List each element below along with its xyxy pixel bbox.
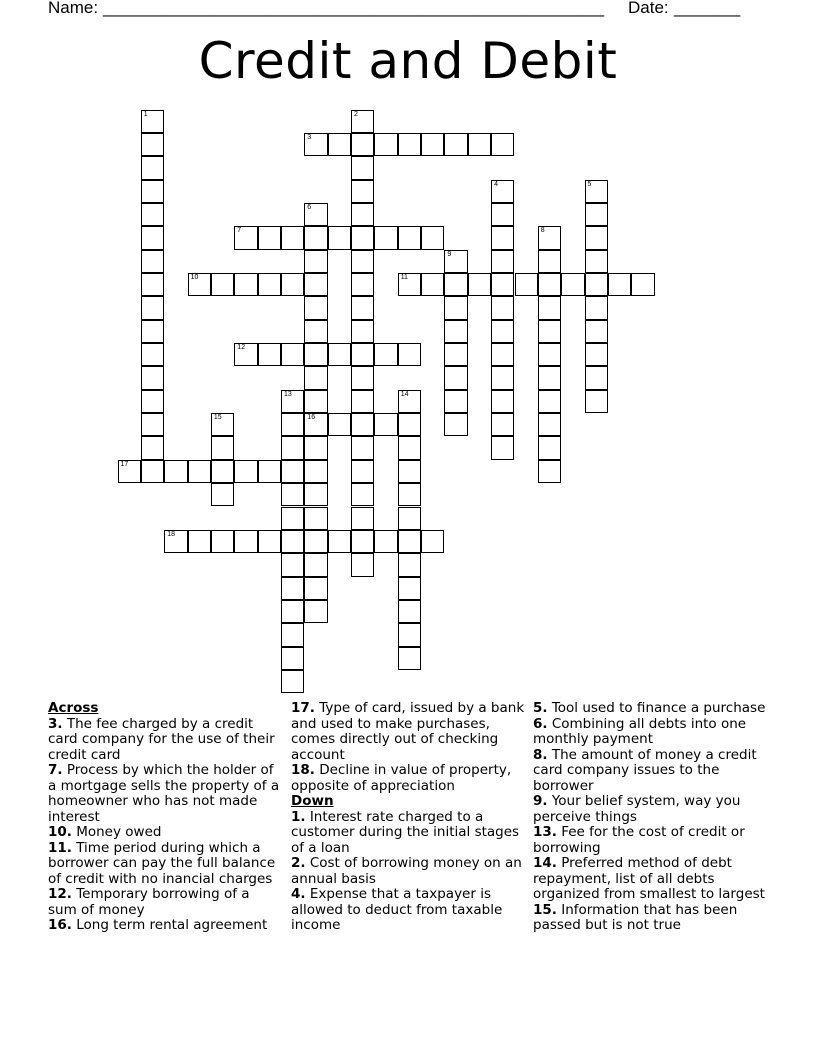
grid-cell[interactable] [491, 436, 514, 459]
grid-cell[interactable] [398, 226, 421, 249]
grid-cell[interactable] [585, 250, 608, 273]
grid-cell[interactable] [398, 343, 421, 366]
down-clue: 9. Your belief system, way you perceive things [533, 793, 741, 825]
grid-cell[interactable] [211, 483, 234, 506]
grid-cell[interactable] [351, 273, 374, 296]
down-clue: 13. Fee for the cost of credit or borrowing [533, 824, 745, 856]
cell-number: 6 [307, 203, 312, 211]
grid-cell[interactable] [491, 390, 514, 413]
grid-cell[interactable] [351, 110, 374, 133]
grid-cell[interactable] [141, 390, 164, 413]
grid-cell[interactable] [141, 343, 164, 366]
grid-cell[interactable] [585, 320, 608, 343]
grid-cell[interactable] [374, 413, 397, 436]
grid-cell[interactable] [398, 600, 421, 623]
grid-cell[interactable] [141, 156, 164, 179]
grid-cell[interactable] [281, 530, 304, 553]
down-clue: 6. Combining all debts into one monthly payment [533, 715, 747, 747]
grid-cell[interactable] [351, 460, 374, 483]
grid-cell[interactable] [234, 530, 257, 553]
grid-cell[interactable] [398, 413, 421, 436]
grid-cell[interactable] [351, 156, 374, 179]
date-label: Date: [628, 0, 669, 17]
across-clue: 16. Long term rental agreement [48, 917, 268, 933]
grid-cell[interactable] [141, 180, 164, 203]
grid-cell[interactable] [188, 530, 211, 553]
cell-number: 2 [354, 110, 358, 118]
grid-cell[interactable] [141, 250, 164, 273]
clues-column-1 [48, 701, 280, 934]
grid-cell[interactable] [304, 530, 327, 553]
grid-cell[interactable] [538, 413, 561, 436]
down-clue: 4. Expense that a taxpayer is allowed to deduct from taxable income [291, 886, 503, 933]
cell-number: 1 [143, 110, 148, 118]
grid-cell[interactable] [538, 250, 561, 273]
grid-cell[interactable] [421, 133, 444, 156]
grid-cell[interactable] [164, 530, 187, 553]
grid-cell[interactable] [281, 343, 304, 366]
grid-cell[interactable] [421, 226, 444, 249]
grid-cell[interactable] [211, 413, 234, 436]
cell-number: 11 [400, 274, 408, 281]
grid-cell[interactable] [444, 366, 467, 389]
grid-cell[interactable] [538, 273, 561, 296]
grid-cell[interactable] [398, 483, 421, 506]
grid-cell[interactable] [468, 273, 491, 296]
grid-cell[interactable] [351, 413, 374, 436]
grid-cell[interactable] [491, 203, 514, 226]
grid-cell[interactable] [374, 133, 397, 156]
grid-cell[interactable] [234, 273, 257, 296]
grid-cell[interactable] [351, 530, 374, 553]
grid-cell[interactable] [538, 343, 561, 366]
grid-cell[interactable] [304, 483, 327, 506]
grid-cell[interactable] [281, 600, 304, 623]
grid-cell[interactable] [281, 390, 304, 413]
grid-cell[interactable] [351, 133, 374, 156]
grid-cell[interactable] [491, 320, 514, 343]
grid-cell[interactable] [398, 460, 421, 483]
grid-cell[interactable] [444, 390, 467, 413]
grid-cell[interactable] [585, 366, 608, 389]
across-clue: 18. Decline in value of property, opposite of appreciation [291, 762, 512, 794]
grid-cell[interactable] [211, 273, 234, 296]
across-clue: 10. Money owed [48, 824, 162, 840]
cell-number: 7 [237, 227, 242, 235]
across-clue: 3. The fee charged by a credit card company for the use of their credit card [48, 715, 275, 763]
grid-cell[interactable] [304, 366, 327, 389]
grid-cell[interactable] [538, 366, 561, 389]
down-clue: 14. Preferred method of debt repayment, list of all debts organized from smallest to largest [533, 855, 765, 902]
grid-cell[interactable] [281, 460, 304, 483]
grid-cell[interactable] [444, 320, 467, 343]
grid-cell[interactable] [304, 436, 327, 459]
grid-cell[interactable] [281, 413, 304, 436]
grid-cell[interactable] [118, 460, 141, 483]
grid-cell[interactable] [538, 390, 561, 413]
grid-cell[interactable] [374, 343, 397, 366]
grid-cell[interactable] [304, 553, 327, 576]
down-clue: 5. Tool used to finance a purchase [533, 700, 766, 716]
across-heading: Across [48, 700, 99, 716]
across-clue: 7. Process by which the holder of a mortgage sells the property of a homeowner who has not made interest [48, 762, 280, 825]
grid-cell[interactable] [515, 273, 538, 296]
cell-number: 15 [213, 414, 222, 422]
grid-cell[interactable] [281, 670, 304, 693]
grid-cell[interactable] [281, 483, 304, 506]
grid-cell[interactable] [398, 436, 421, 459]
grid-cell[interactable] [351, 436, 374, 459]
grid-cell[interactable] [444, 133, 467, 156]
grid-cell[interactable] [281, 273, 304, 296]
grid-cell[interactable] [398, 273, 421, 296]
grid-cell[interactable] [188, 460, 211, 483]
grid-cell[interactable] [491, 273, 514, 296]
down-clue: 15. Information that has been passed but is not true [533, 901, 738, 933]
grid-cell[interactable] [608, 273, 631, 296]
cell-number: 5 [587, 180, 592, 188]
grid-cell[interactable] [281, 647, 304, 670]
grid-cell[interactable] [281, 436, 304, 459]
grid-cell[interactable] [304, 390, 327, 413]
cell-number: 9 [447, 250, 452, 258]
grid-cell[interactable] [281, 553, 304, 576]
grid-cell[interactable] [304, 226, 327, 249]
grid-cell[interactable] [304, 320, 327, 343]
grid-cell[interactable] [538, 436, 561, 459]
date-line[interactable]: _______ [674, 0, 741, 17]
grid-cell[interactable] [374, 226, 397, 249]
grid-cell[interactable] [491, 366, 514, 389]
grid-cell[interactable] [258, 343, 281, 366]
grid-cell[interactable] [444, 250, 467, 273]
grid-cell[interactable] [281, 226, 304, 249]
grid-cell[interactable] [491, 413, 514, 436]
grid-cell[interactable] [304, 250, 327, 273]
grid-cell[interactable] [398, 530, 421, 553]
name-label: Name: [48, 0, 99, 17]
cell-number: 18 [167, 530, 175, 538]
grid-cell[interactable] [304, 460, 327, 483]
grid-cell[interactable] [351, 296, 374, 319]
grid-cell[interactable] [304, 133, 327, 156]
grid-cell[interactable] [304, 296, 327, 319]
grid-cell[interactable] [468, 133, 491, 156]
grid-cell[interactable] [141, 273, 164, 296]
down-heading: Down [291, 793, 334, 809]
grid-cell[interactable] [444, 413, 467, 436]
grid-cell[interactable] [211, 460, 234, 483]
grid-cell[interactable] [258, 460, 281, 483]
grid-cell[interactable] [398, 133, 421, 156]
grid-cell[interactable] [141, 110, 164, 133]
across-clue: 17. Type of card, issued by a bank and used to make purchases, comes directly out of checking account [291, 700, 525, 763]
grid-cell[interactable] [141, 296, 164, 319]
grid-cell[interactable] [234, 343, 257, 366]
grid-cell[interactable] [328, 343, 351, 366]
grid-cell[interactable] [328, 413, 351, 436]
grid-cell[interactable] [141, 226, 164, 249]
grid-cell[interactable] [444, 273, 467, 296]
grid-cell[interactable] [491, 133, 514, 156]
grid-cell[interactable] [351, 180, 374, 203]
grid-cell[interactable] [351, 507, 374, 530]
grid-cell[interactable] [585, 296, 608, 319]
grid-cell[interactable] [398, 623, 421, 646]
grid-cell[interactable] [585, 226, 608, 249]
grid-cell[interactable] [351, 366, 374, 389]
cell-number: 8 [540, 227, 545, 235]
grid-cell[interactable] [538, 296, 561, 319]
grid-cell[interactable] [141, 413, 164, 436]
grid-cell[interactable] [538, 226, 561, 249]
grid-cell[interactable] [491, 296, 514, 319]
grid-cell[interactable] [585, 390, 608, 413]
grid-cell[interactable] [374, 530, 397, 553]
across-clue: 11. Time period during which a borrower can pay the full balance of credit with no inancial charges [48, 839, 276, 887]
grid-cell[interactable] [351, 226, 374, 249]
grid-cell[interactable] [491, 180, 514, 203]
grid-cell[interactable] [304, 413, 327, 436]
grid-cell[interactable] [351, 553, 374, 576]
name-line[interactable]: _____________________________________________________ [103, 0, 605, 17]
grid-cell[interactable] [304, 343, 327, 366]
grid-cell[interactable] [398, 507, 421, 530]
cell-number: 12 [237, 344, 246, 351]
down-clue: 8. The amount of money a credit card company issues to the borrower [533, 746, 757, 794]
page-title: Credit and Debit [198, 32, 618, 90]
grid-cell[interactable] [258, 226, 281, 249]
grid-cell[interactable] [328, 226, 351, 249]
grid-cell[interactable] [328, 530, 351, 553]
grid-cell[interactable] [491, 343, 514, 366]
grid-cell[interactable] [351, 343, 374, 366]
cell-number: 14 [400, 390, 409, 398]
grid-cell[interactable] [351, 390, 374, 413]
grid-cell[interactable] [304, 273, 327, 296]
grid-cell[interactable] [561, 273, 584, 296]
grid-cell[interactable] [141, 133, 164, 156]
grid-cell[interactable] [281, 623, 304, 646]
clues-column-2 [291, 701, 527, 934]
grid-cell[interactable] [188, 273, 211, 296]
grid-cell[interactable] [631, 273, 654, 296]
grid-cell[interactable] [211, 436, 234, 459]
grid-cell[interactable] [234, 226, 257, 249]
grid-cell[interactable] [258, 273, 281, 296]
grid-cell[interactable] [398, 577, 421, 600]
cell-number: 4 [494, 180, 498, 188]
grid-cell[interactable] [398, 647, 421, 670]
grid-cell[interactable] [141, 320, 164, 343]
grid-cell[interactable] [351, 250, 374, 273]
grid-cell[interactable] [141, 203, 164, 226]
grid-cell[interactable] [491, 250, 514, 273]
grid-cell[interactable] [304, 507, 327, 530]
cell-number: 17 [120, 460, 129, 468]
cell-number: 16 [307, 414, 316, 422]
grid-cell[interactable] [538, 320, 561, 343]
grid-cell[interactable] [398, 390, 421, 413]
grid-cell[interactable] [444, 343, 467, 366]
grid-cell[interactable] [304, 203, 327, 226]
grid-cell[interactable] [585, 343, 608, 366]
grid-cell[interactable] [328, 133, 351, 156]
cell-number: 10 [190, 274, 199, 281]
grid-cell[interactable] [398, 553, 421, 576]
grid-cell[interactable] [141, 460, 164, 483]
grid-cell[interactable] [234, 460, 257, 483]
grid-cell[interactable] [585, 203, 608, 226]
grid-cell[interactable] [538, 460, 561, 483]
grid-cell[interactable] [281, 577, 304, 600]
down-clue: 2. Cost of borrowing money on an annual basis [291, 855, 522, 887]
cell-number: 3 [307, 133, 312, 141]
grid-cell[interactable] [164, 460, 187, 483]
grid-cell[interactable] [304, 577, 327, 600]
grid-cell[interactable] [421, 530, 444, 553]
grid-cell[interactable] [281, 507, 304, 530]
grid-cell[interactable] [421, 273, 444, 296]
grid-cell[interactable] [351, 203, 374, 226]
grid-cell[interactable] [258, 530, 281, 553]
grid-cell[interactable] [304, 600, 327, 623]
grid-cell[interactable] [491, 226, 514, 249]
grid-cell[interactable] [351, 320, 374, 343]
clues-column-3 [533, 701, 773, 934]
across-clue: 12. Temporary borrowing of a sum of money [48, 886, 250, 918]
cell-number: 13 [284, 390, 292, 398]
grid-cell[interactable] [141, 436, 164, 459]
grid-cell[interactable] [585, 273, 608, 296]
down-clue: 1. Interest rate charged to a customer during the initial stages of a loan [291, 808, 520, 856]
grid-cell[interactable] [444, 296, 467, 319]
grid-cell[interactable] [585, 180, 608, 203]
grid-cell[interactable] [141, 366, 164, 389]
grid-cell[interactable] [211, 530, 234, 553]
grid-cell[interactable] [351, 483, 374, 506]
